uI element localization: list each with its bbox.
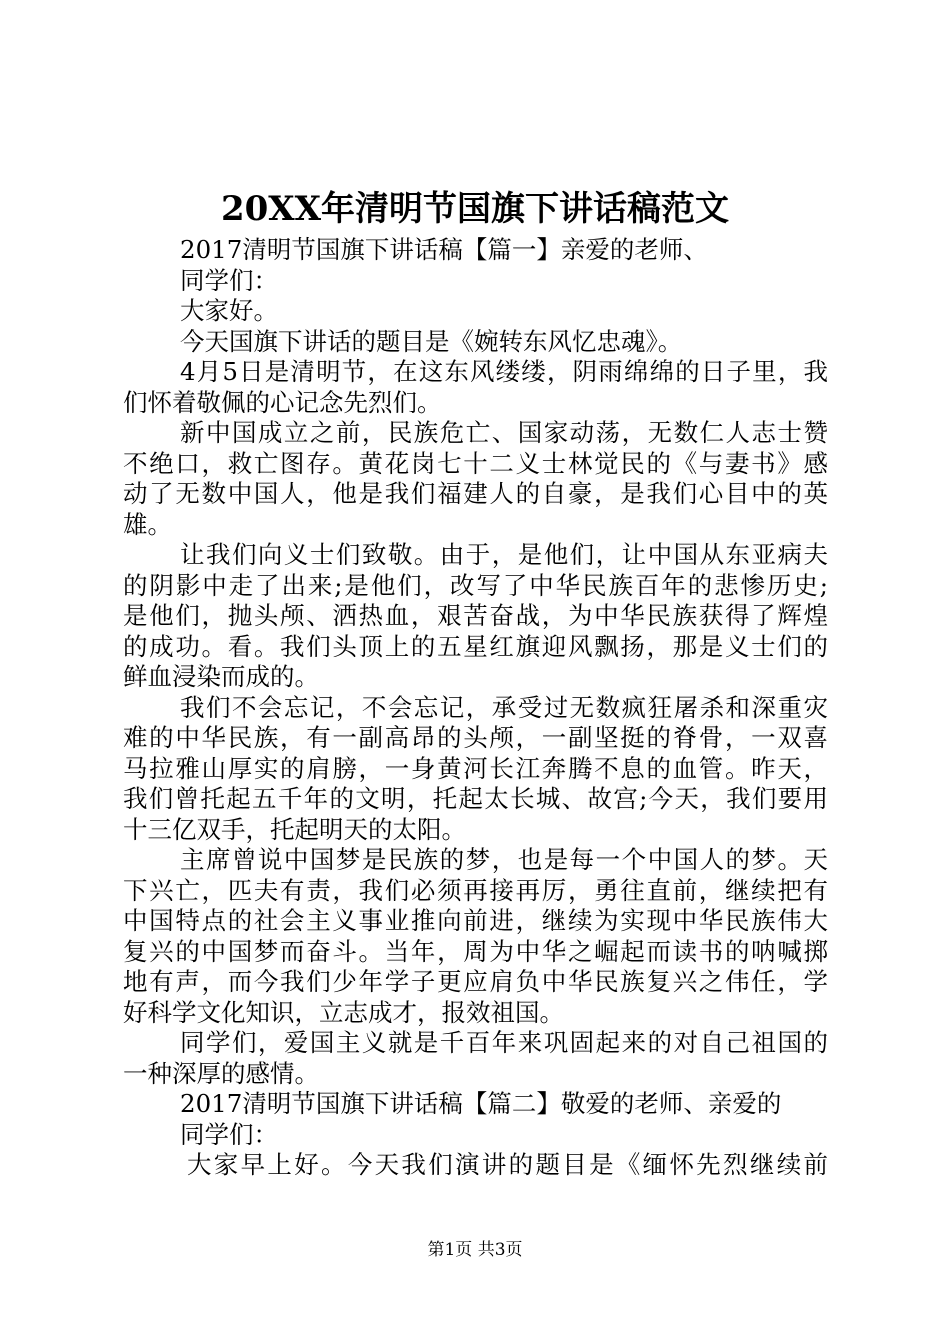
text-line: 动了无数中国人，他是我们福建人的自豪，是我们心目中的英 bbox=[123, 479, 828, 508]
text-line: 十三亿双手，托起明天的太阳。 bbox=[123, 814, 466, 844]
text-line: 的阴影中走了出来;是他们，改写了中华民族百年的悲惨历史; bbox=[123, 570, 828, 600]
text-line: 下兴亡，匹夫有责，我们必须再接再厉，勇往直前，继续把有 bbox=[123, 875, 828, 905]
text-line: 难的中华民族，有一副高昂的头颅，一副坚挺的脊骨，一双喜 bbox=[123, 723, 828, 752]
text-line: 复兴的中国梦而奋斗。当年，周为中华之崛起而读书的呐喊掷 bbox=[123, 936, 828, 966]
text-line: 马拉雅山厚实的肩膀，一身黄河长江奔腾不息的血管。昨天， bbox=[123, 753, 828, 783]
text-line: 是他们，抛头颅、洒热血，艰苦奋战，为中华民族获得了辉煌 bbox=[123, 601, 828, 630]
text-line: 雄。 bbox=[123, 509, 172, 539]
text-line: 今天国旗下讲话的题目是《婉转东风忆忠魂》。 bbox=[180, 326, 683, 356]
text-line: 我们曾托起五千年的文明，托起太长城、故宫;今天，我们要用 bbox=[123, 784, 828, 813]
text-line: 2017清明节国旗下讲话稿【篇一】亲爱的老师、 bbox=[180, 235, 708, 264]
text-line: 同学们： bbox=[180, 1119, 278, 1149]
text-line: 地有声，而今我们少年学子更应肩负中华民族复兴之伟任，学 bbox=[123, 967, 828, 996]
text-line: 中国特点的社会主义事业推向前进，继续为实现中华民族伟大 bbox=[123, 906, 828, 935]
page-indicator: 第1页 共3页 bbox=[427, 1240, 523, 1260]
text-line: 好科学文化知识，立志成才，报效祖国。 bbox=[123, 997, 564, 1027]
document-body bbox=[123, 235, 828, 1181]
text-line: 2017清明节国旗下讲话稿【篇二】敬爱的老师、亲爱的 bbox=[180, 1089, 782, 1118]
text-line: 们怀着敬佩的心记念先烈们。 bbox=[123, 387, 442, 417]
text-line: 让我们向义士们致敬。由于，是他们，让中国从东亚病夫 bbox=[180, 540, 828, 569]
text-line: 不绝口，救亡图存。黄花岗七十二义士林觉民的《与妻书》感 bbox=[123, 448, 828, 478]
text-line: 同学们，爱国主义就是千百年来巩固起来的对自己祖国的 bbox=[180, 1028, 828, 1057]
text-line: 大家早上好。今天我们演讲的题目是《缅怀先烈继续前 bbox=[187, 1150, 828, 1179]
text-line: 大家好。 bbox=[180, 296, 278, 325]
text-line: 我们不会忘记，不会忘记，承受过无数疯狂屠杀和深重灾 bbox=[180, 692, 828, 722]
text-line: 同学们： bbox=[180, 265, 278, 295]
text-line: 新中国成立之前，民族危亡、国家动荡，无数仁人志士赞 bbox=[180, 418, 828, 447]
document-title: 20XX年清明节国旗下讲话稿范文 bbox=[220, 189, 730, 229]
text-line: 一种深厚的感情。 bbox=[123, 1058, 319, 1088]
text-line: 鲜血浸染而成的。 bbox=[123, 662, 319, 691]
text-line: 主席曾说中国梦是民族的梦，也是每一个中国人的梦。天 bbox=[180, 845, 828, 874]
text-line: 4月5日是清明节，在这东风缕缕，阴雨绵绵的日子里，我 bbox=[180, 357, 828, 386]
text-line: 的成功。看。我们头顶上的五星红旗迎风飘扬，那是义士们的 bbox=[123, 631, 828, 661]
